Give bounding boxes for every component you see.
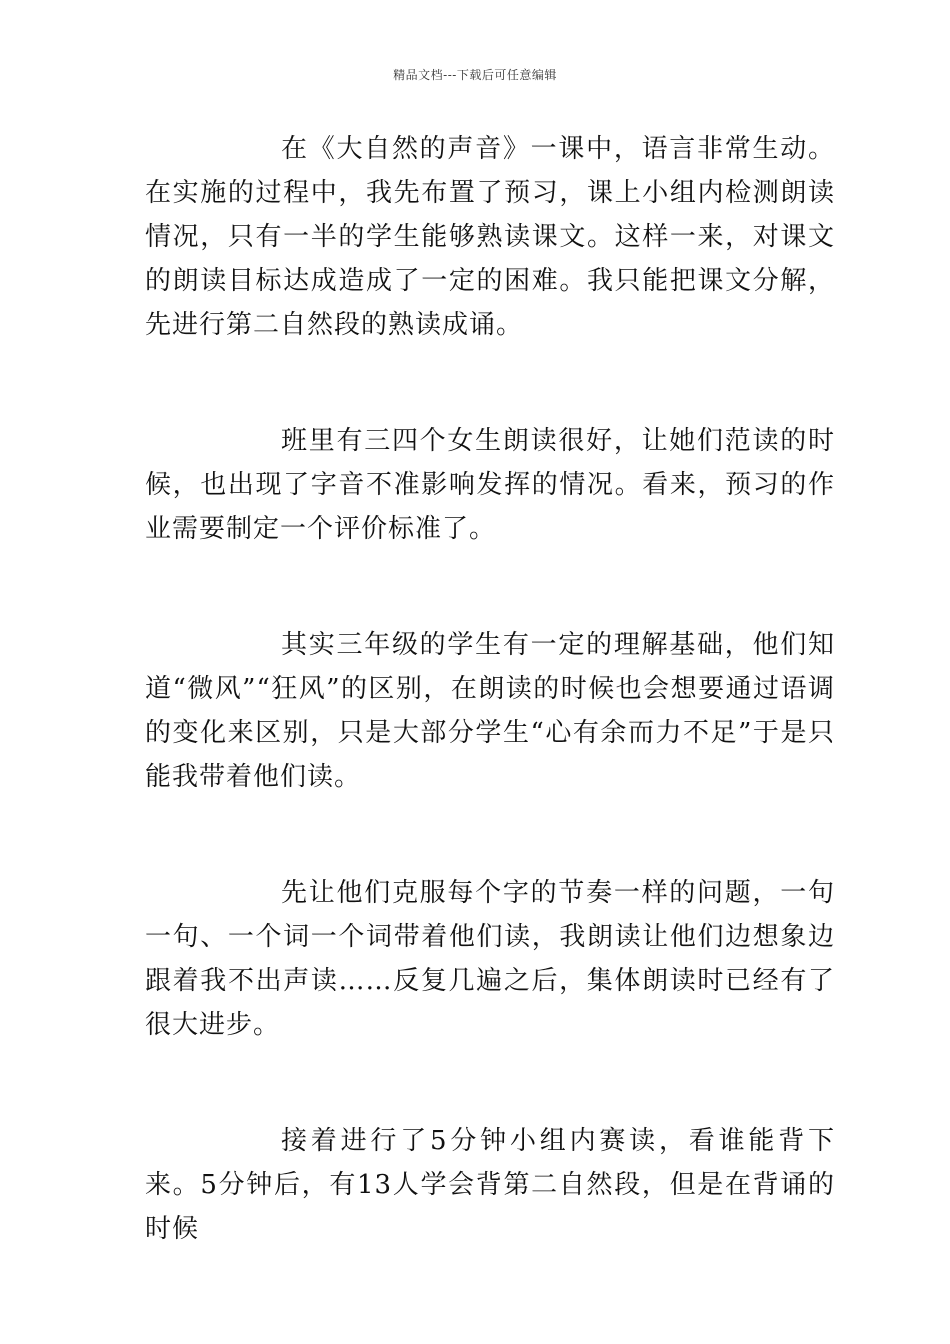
- paragraph-1: 在《大自然的声音》一课中，语言非常生动。在实施的过程中，我先布置了预习，课上小组内检测朗读情况，只有一半的学生能够熟读课文。这样一来，对课文的朗读目标达成造成了一定的困难。我只能把课文分解，先进行第二自然段的熟读成诵。: [145, 134, 835, 340]
- paragraph-5: 接着进行了5分钟小组内赛读，看谁能背下来。5分钟后，有13人学会背第二自然段，但是在背诵的时候: [145, 1126, 835, 1244]
- paragraph-3: 其实三年级的学生有一定的理解基础，他们知道“微风”“狂风”的区别，在朗读的时候也会想要通过语调的变化来区别，只是大部分学生“心有余而力不足”于是只能我带着他们读。: [145, 630, 835, 792]
- page-header: 精品文档---下载后可任意编辑: [393, 68, 557, 82]
- document-body: [145, 127, 835, 1251]
- paragraph-4: 先让他们克服每个字的节奏一样的问题，一句一句、一个词一个词带着他们读，我朗读让他们边想象边跟着我不出声读……反复几遍之后，集体朗读时已经有了很大进步。: [145, 878, 835, 1040]
- paragraph-2: 班里有三四个女生朗读很好，让她们范读的时候，也出现了字音不准影响发挥的情况。看来，预习的作业需要制定一个评价标准了。: [145, 426, 835, 544]
